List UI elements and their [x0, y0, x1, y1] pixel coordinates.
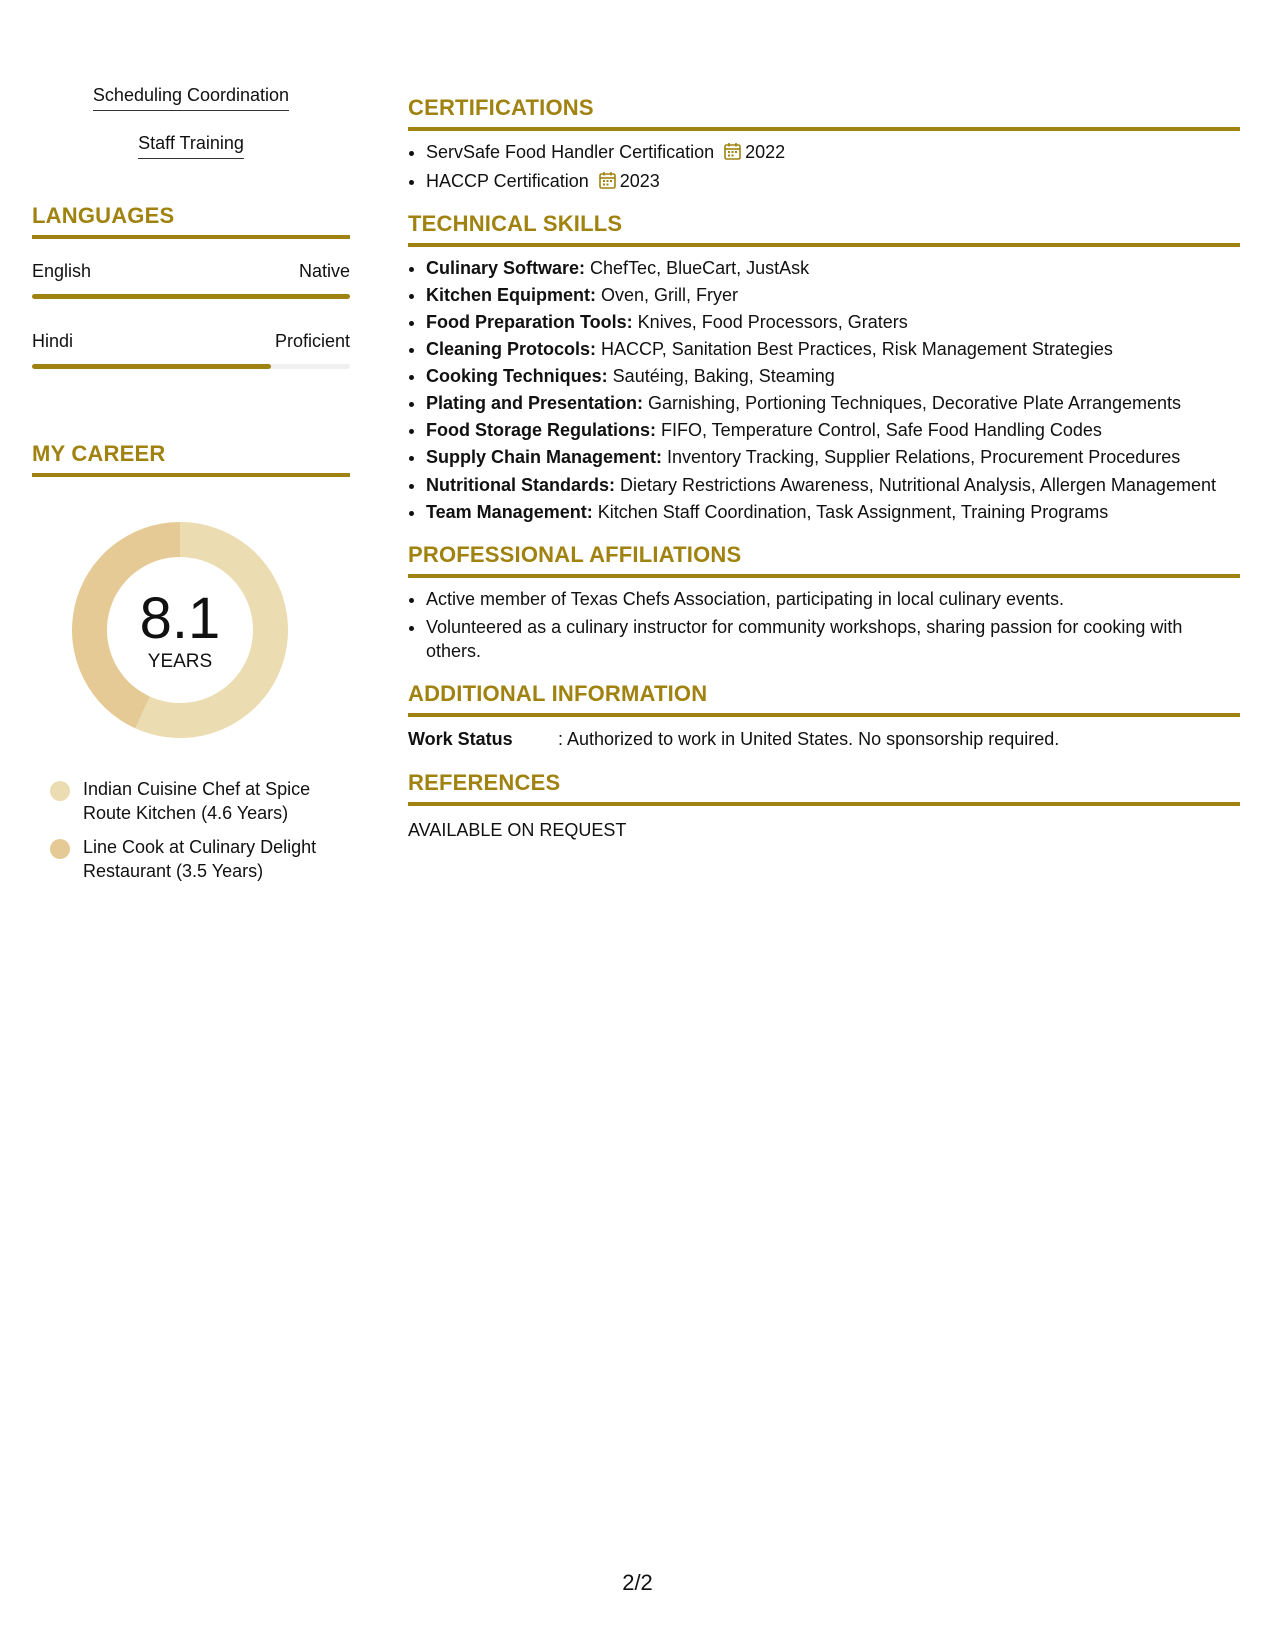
info-value: : Authorized to work in United States. No sponsorship required. [558, 729, 1060, 749]
info-row [408, 729, 1240, 750]
technical-skill-item: • Kitchen Equipment: Oven, Grill, Fryer [426, 282, 1240, 309]
certification-year: 2023 [619, 171, 660, 191]
calendar-icon [599, 170, 616, 197]
affiliations-section [408, 542, 1240, 663]
skill-tag: Scheduling Coordination [32, 85, 350, 111]
language-name: English [32, 261, 92, 281]
technical-skill-item: • Plating and Presentation: Garnishing, Portioning Techniques, Decorative Plate Arrangements [426, 390, 1240, 417]
affiliation-item: • Active member of Texas Chefs Association, participating in local culinary events. [426, 586, 1240, 613]
section-title: MY CAREER [32, 441, 166, 466]
language-item [32, 331, 350, 369]
certifications-list [408, 139, 1240, 197]
section-divider [32, 235, 350, 239]
section-divider [408, 802, 1240, 806]
technical-skill-item: • Food Preparation Tools: Knives, Food Processors, Graters [426, 309, 1240, 336]
career-legend-label: Line Cook at Culinary Delight Restaurant (3.5 Years) [83, 837, 317, 881]
skill-tag: Staff Training [32, 133, 350, 159]
career-section [32, 441, 350, 883]
section-title: TECHNICAL SKILLS [408, 211, 623, 236]
career-total-years: 8.1 [139, 586, 221, 651]
section-divider [408, 713, 1240, 717]
technical-skill-item: • Team Management: Kitchen Staff Coordination, Task Assignment, Training Programs [426, 499, 1240, 526]
technical-skills-section [408, 211, 1240, 526]
section-divider [408, 574, 1240, 578]
section-title: CERTIFICATIONS [408, 95, 594, 120]
career-donut-chart [67, 517, 293, 743]
affiliations-list [408, 586, 1240, 663]
technical-skill-item: • Cleaning Protocols: HACCP, Sanitation Best Practices, Risk Management Strategies [426, 336, 1240, 363]
section-divider [408, 243, 1240, 247]
legend-dot-icon [50, 839, 70, 859]
section-divider [32, 473, 350, 477]
legend-dot-icon [50, 781, 70, 801]
language-name: Hindi [32, 331, 74, 351]
certification-item: • HACCP Certification 2023 [426, 168, 1240, 197]
career-total [67, 517, 293, 743]
languages-section [32, 203, 350, 369]
language-level: Native [298, 261, 350, 281]
certification-year: 2022 [745, 142, 786, 162]
section-title: PROFESSIONAL AFFILIATIONS [408, 542, 742, 567]
language-proficiency-fill [32, 294, 350, 299]
technical-skill-item: • Cooking Techniques: Sautéing, Baking, Steaming [426, 363, 1240, 390]
page-number: 2/2 [622, 1570, 653, 1595]
certification-item: • ServSafe Food Handler Certification 2022 [426, 139, 1240, 168]
language-proficiency-fill [32, 364, 271, 369]
language-level: Proficient [274, 331, 350, 351]
references-section [408, 770, 1240, 841]
references-text: AVAILABLE ON REQUEST [408, 820, 627, 840]
career-legend-item [32, 835, 350, 883]
career-total-unit: YEARS [147, 651, 213, 672]
affiliation-item: • Volunteered as a culinary instructor for community workshops, sharing passion for cooking with others. [426, 613, 1240, 663]
technical-skill-item: • Culinary Software: ChefTec, BlueCart, JustAsk [426, 255, 1240, 282]
language-proficiency-bar [32, 294, 350, 299]
section-title: ADDITIONAL INFORMATION [408, 681, 708, 706]
section-title: LANGUAGES [32, 203, 175, 228]
additional-info-section [408, 681, 1240, 750]
career-legend-item [32, 777, 350, 825]
main-content [408, 95, 1240, 841]
info-key: Work Status [408, 729, 513, 749]
language-proficiency-bar [32, 364, 350, 369]
section-divider [408, 127, 1240, 131]
technical-skills-list [408, 255, 1240, 526]
technical-skill-item: • Supply Chain Management: Inventory Tracking, Supplier Relations, Procurement Procedures [426, 444, 1240, 471]
language-item [32, 261, 350, 299]
sidebar [32, 85, 350, 893]
technical-skill-item: • Food Storage Regulations: FIFO, Temperature Control, Safe Food Handling Codes [426, 417, 1240, 444]
technical-skill-item: • Nutritional Standards: Dietary Restrictions Awareness, Nutritional Analysis, Allergen Management [426, 471, 1240, 499]
career-legend [32, 777, 350, 883]
career-legend-label: Indian Cuisine Chef at Spice Route Kitchen (4.6 Years) [83, 779, 311, 823]
section-title: REFERENCES [408, 770, 561, 795]
certifications-section [408, 95, 1240, 197]
calendar-icon [724, 141, 741, 168]
